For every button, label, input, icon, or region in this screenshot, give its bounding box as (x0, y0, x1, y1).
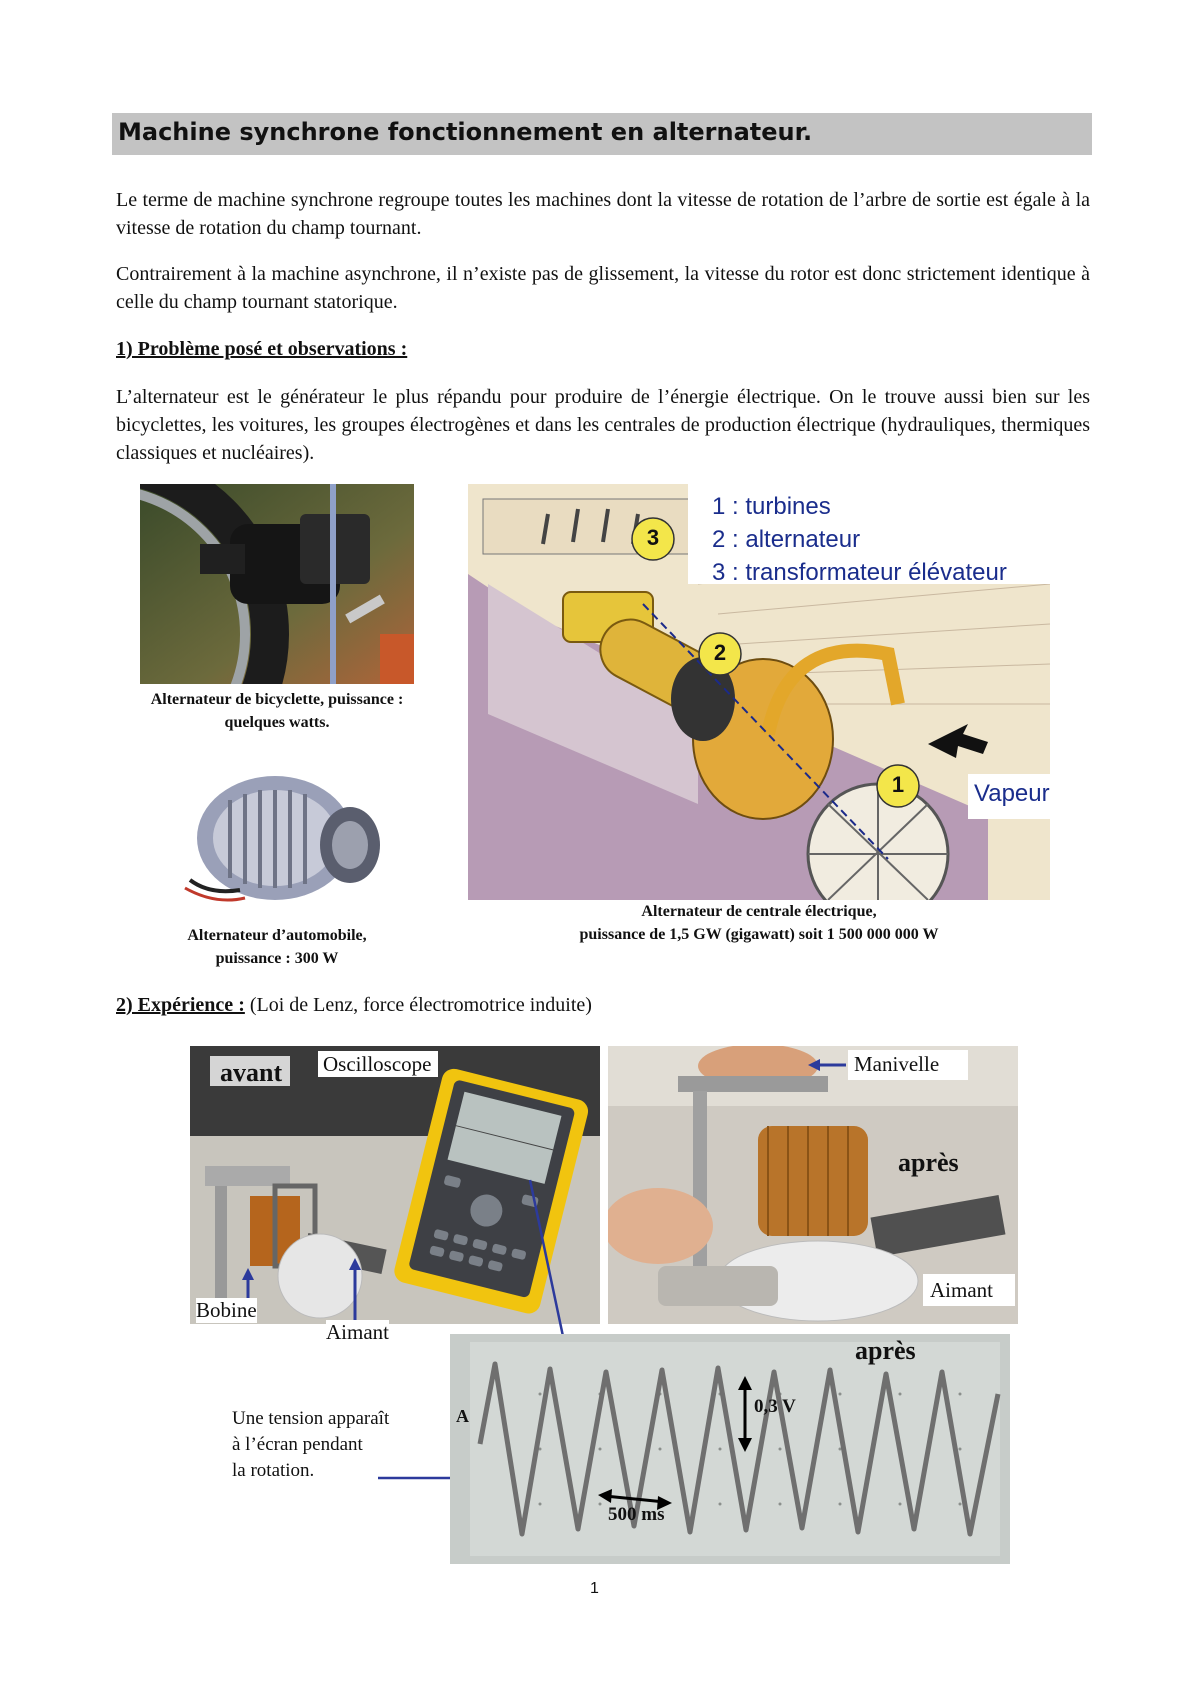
section1-heading: 1) Problème posé et observations : (116, 338, 408, 360)
label-aimant: Aimant (326, 1320, 389, 1344)
label-apres-photo: après (898, 1148, 959, 1177)
label-bobine: Bobine (196, 1298, 257, 1322)
page-number: 1 (590, 1580, 599, 1597)
vapeur-label: Vapeur (974, 780, 1050, 807)
oscilloscope-trace (450, 1334, 1010, 1564)
intro-paragraph-2: Contrairement à la machine asynchrone, il n’existe pas de glissement, la vitesse du rotor est donc strictement identique à celle du champ tournant statorique. (116, 263, 1090, 313)
label-avant: avant (220, 1058, 283, 1087)
marker-3: 3 (646, 525, 660, 550)
page-title: Machine synchrone fonctionnement en alternateur. (118, 118, 813, 146)
intro-paragraph-1: Le terme de machine synchrone regroupe toutes les machines dont la vitesse de rotation de l’arbre de sortie est égale à la vitesse de rotation du champ tournant. (116, 189, 1090, 239)
label-oscilloscope: Oscilloscope (323, 1052, 432, 1076)
plant-caption: Alternateur de centrale électrique, puissance de 1,5 GW (gigawatt) soit 1 500 000 000 W (579, 903, 939, 943)
label-voltage: 0,3 V (754, 1396, 796, 1417)
marker-2: 2 (713, 640, 727, 665)
section2-heading: 2) Expérience : (116, 994, 245, 1016)
label-manivelle: Manivelle (854, 1052, 940, 1076)
section2-subtitle: (Loi de Lenz, force électromotrice induite) (244, 994, 592, 1016)
plant-legend: 1 : turbines 2 : alternateur 3 : transformateur élévateur (712, 493, 1007, 586)
label-apres-scope: après (855, 1336, 916, 1365)
bicycle-caption: Alternateur de bicyclette, puissance : quelques watts. (150, 691, 404, 731)
label-aimant-2: Aimant (930, 1278, 993, 1302)
marker-1: 1 (891, 772, 905, 797)
section1-paragraph: L’alternateur est le générateur le plus répandu pour produire de l’énergie électrique. On le trouve aussi bien sur les bicyclettes, les voitures, les groupes électrogènes et dans les centrales de production électrique (hydrauliques, thermiques classiques et nucléaires). (116, 386, 1090, 464)
label-time: 500 ms (608, 1504, 665, 1525)
label-channel: A (456, 1406, 469, 1426)
rotation-note: Une tension apparaît à l’écran pendant la rotation. (232, 1408, 390, 1481)
car-caption: Alternateur d’automobile, puissance : 300 W (187, 927, 367, 967)
